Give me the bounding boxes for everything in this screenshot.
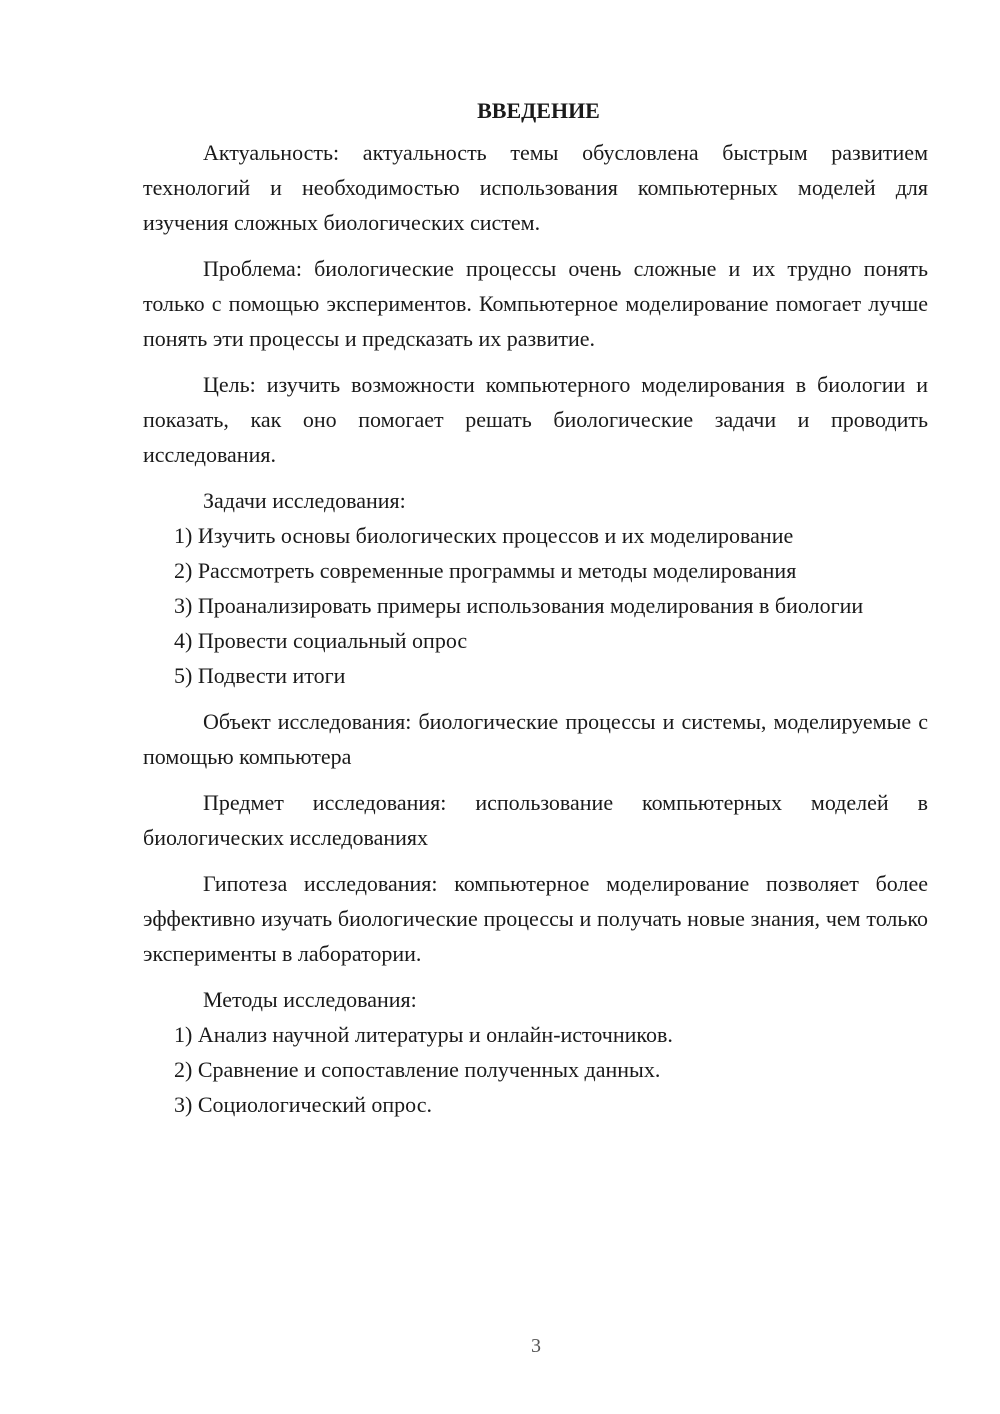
problem-paragraph: Проблема: биологические процессы очень сложные и их трудно понять только с помощью экспериментов. Компьютерное моделирование помогает лучше понять эти процессы и предсказать их развитие. bbox=[143, 256, 928, 351]
page-number: 3 bbox=[531, 1335, 541, 1357]
task-item-3: 3) Проанализировать примеры использования моделирования в биологии bbox=[174, 593, 864, 618]
task-item-5: 5) Подвести итоги bbox=[174, 663, 346, 688]
goal-paragraph: Цель: изучить возможности компьютерного моделирования в биологии и показать, как оно помогает решать биологические задачи и проводить исследования. bbox=[143, 372, 928, 467]
hypothesis-paragraph: Гипотеза исследования: компьютерное моделирование позволяет более эффективно изучать биологические процессы и получать новые знания, чем только эксперименты в лаборатории. bbox=[143, 871, 928, 966]
task-item-4: 4) Провести социальный опрос bbox=[174, 628, 468, 653]
method-item-3: 3) Социологический опрос. bbox=[174, 1092, 432, 1117]
section-heading: ВВЕДЕНИЕ bbox=[477, 98, 600, 123]
methods-title: Методы исследования: bbox=[203, 987, 417, 1012]
actuality-paragraph: Актуальность: актуальность темы обусловлена быстрым развитием технологий и необходимостью использования компьютерных моделей для изучения сложных биологических систем. bbox=[143, 140, 928, 235]
tasks-title: Задачи исследования: bbox=[203, 488, 406, 513]
task-item-2: 2) Рассмотреть современные программы и методы моделирования bbox=[174, 558, 797, 583]
document-body bbox=[143, 94, 928, 1122]
task-item-1: 1) Изучить основы биологических процессов и их моделирование bbox=[174, 523, 794, 548]
method-item-1: 1) Анализ научной литературы и онлайн-источников. bbox=[174, 1022, 673, 1047]
method-item-2: 2) Сравнение и сопоставление полученных данных. bbox=[174, 1057, 661, 1082]
object-paragraph: Объект исследования: биологические процессы и системы, моделируемые с помощью компьютера bbox=[143, 709, 928, 769]
subject-paragraph: Предмет исследования: использование компьютерных моделей в биологических исследованиях bbox=[143, 790, 928, 850]
